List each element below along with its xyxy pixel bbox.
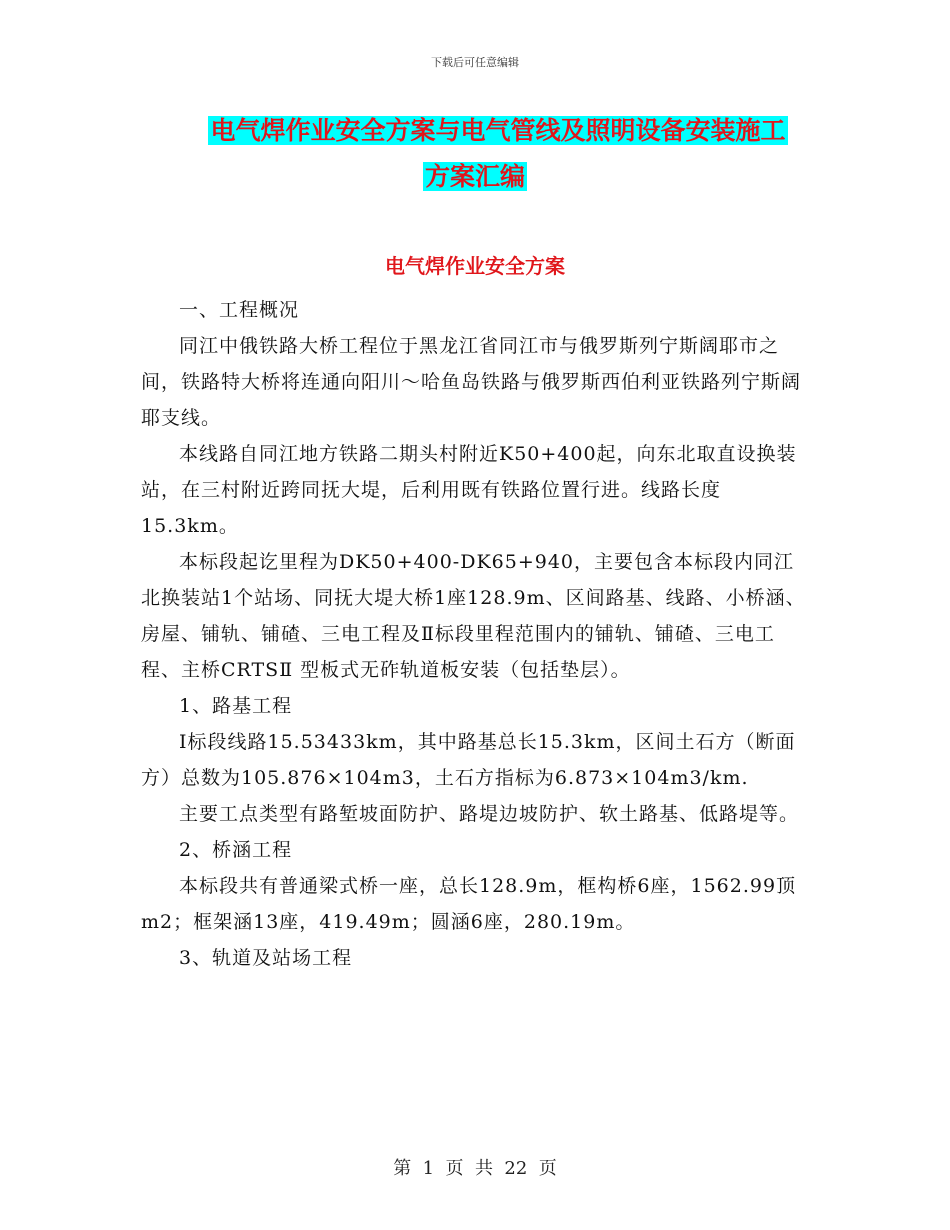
paragraph: Ⅰ标段线路15.53433km，其中路基总长15.3km，区间土石方（断面方）总数为105.876×104m3，土石方指标为6.873×104m3/km.	[141, 731, 796, 789]
paragraph: 同江中俄铁路大桥工程位于黑龙江省同江市与俄罗斯列宁斯阔耶市之间，铁路特大桥将连通向阳川～哈鱼岛铁路与俄罗斯西伯利亚铁路列宁斯阔耶支线。	[141, 335, 802, 429]
body-text	[141, 292, 811, 976]
heading-bridge-culvert-works: 2、桥涵工程	[179, 839, 293, 861]
paragraph: 本标段起讫里程为DK50+400-DK65+940，主要包含本标段内同江北换装站1个站场、同抚大堤大桥1座128.9m、区间路基、线路、小桥涵、房屋、铺轨、铺碴、三电工程及Ⅱ标段里程范围内的铺轨、铺碴、三电工程、主桥CRTSⅡ 型板式无砟轨道板安装（包括垫层）。	[141, 551, 806, 681]
heading-track-station-works: 3、轨道及站场工程	[179, 947, 353, 969]
document-title	[0, 108, 950, 200]
header-note: 下载后可任意编辑	[431, 56, 519, 69]
paragraph: 本线路自同江地方铁路二期头村附近K50+400起，向东北取直设换装站，在三村附近跨同抚大堤，后利用既有铁路位置行进。线路长度15.3km。	[141, 443, 797, 537]
heading-project-overview: 一、工程概况	[179, 299, 300, 321]
page-footer: 第 1 页 共 22 页	[393, 1158, 557, 1179]
document-title-line-2: 方案汇编	[424, 162, 525, 191]
paragraph: 本标段共有普通梁式桥一座，总长128.9m，框构桥6座，1562.99顶m2；框架涵13座，419.49m；圆涵6座，280.19m。	[141, 875, 797, 933]
section-title: 电气焊作业安全方案	[385, 254, 565, 278]
paragraph: 主要工点类型有路堑坡面防护、路堤边坡防护、软土路基、低路堤等。	[179, 803, 800, 825]
document-title-line-1: 电气焊作业安全方案与电气管线及照明设备安装施工	[210, 116, 786, 145]
heading-subgrade-works: 1、路基工程	[179, 695, 293, 717]
